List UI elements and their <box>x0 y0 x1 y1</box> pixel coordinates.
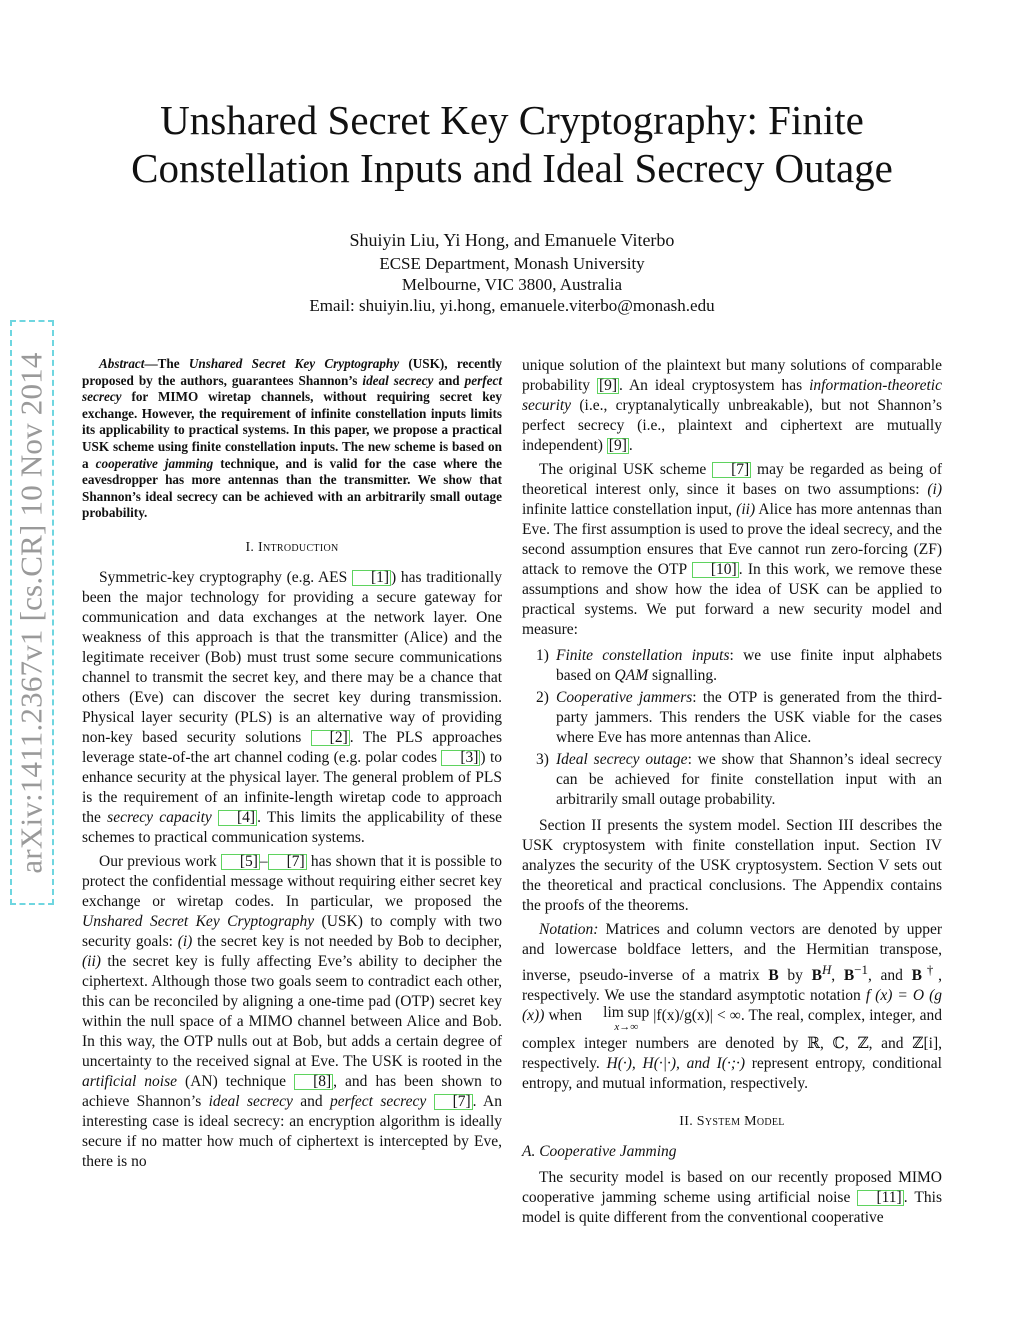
abstract-label: Abstract <box>99 356 145 371</box>
list-item: 3) Ideal secrecy outage: we show that Shannon’s ideal secrecy can be achieved for finite constellation input with an arbitrarily small outage probability. <box>522 750 942 810</box>
section-heading-system-model: II. System Model <box>679 1114 785 1130</box>
citation-link[interactable]: [3] <box>441 750 480 766</box>
citation-link[interactable]: [2] <box>311 730 350 746</box>
abstract-text: and <box>433 372 465 388</box>
citation-link[interactable]: [8] <box>294 1074 333 1090</box>
list-item: 1) Finite constellation inputs: we use finite input alphabets based on QAM signalling. <box>522 646 942 686</box>
list-number: 1) <box>536 647 549 664</box>
citation-link[interactable]: [9] <box>598 377 618 394</box>
right-paragraph-1: unique solution of the plaintext but many solutions of comparable probability [9] . An ideal cryptosystem has information-theoretic security (i.e., cryptanalytically unbreakable), but not Shannon’s perfect secrecy (i.e., plaintext and ciphertext are mutually independent) [9] . <box>522 357 942 454</box>
section-heading-introduction: I. Introduction <box>245 539 339 555</box>
citation-link[interactable]: [7] <box>434 1094 473 1110</box>
citation-link[interactable]: [7] <box>268 854 307 870</box>
list-number: 3) <box>536 751 549 768</box>
citation-link[interactable]: [1] <box>352 570 391 586</box>
citation-link[interactable]: [4] <box>218 810 257 826</box>
author-names: Shuiyin Liu, Yi Hong, and Emanuele Viterbo <box>349 230 675 250</box>
abstract-perfect: perfect secrecy <box>82 372 502 405</box>
right-paragraph-3: Section II presents the system model. Section III describes the USK cryptosystem with finite constellation input. Section IV analyzes the security of the USK cryptosystem. Section V sets out the theoretical and practical conclusions. The Appendix contains the proofs of the theorems. <box>522 817 942 914</box>
list-item: 2) Cooperative jammers: the OTP is generated from the third-party jammers. This renders the USK viable for the cases where Eve has more antennas than Alice. <box>522 688 942 748</box>
abstract-ideal: ideal secrecy <box>362 372 434 388</box>
notation-paragraph: Notation: Matrices and column vectors are denoted by upper and lowercase boldface letters, and the Hermitian transpose, inverse, pseudo-inverse of a matrix B by $B^H$, $B^{-1}$, and B†, respectively. We use the standard asymptotic notation f (x) = O (g (x)) when lim sup x→∞ |f(x)/g(x)| < ∞. The real, complex, integer, and complex integer numbers are denoted by ℝ, ℂ, ℤ, and ℤ[i], respectively. H(·), H(·|·), and I(·;·) represent entropy, conditional entropy, and mutual information, respectively. <box>522 921 943 1093</box>
citation-link[interactable]: [7] <box>712 462 751 478</box>
intro-paragraph-1: Symmetric-key cryptography (e.g. AES [1] ) has traditionally been the major technology for providing a secure gateway for communication and data exchanges at the network layer. One weakness of this approach is that the transmitter (Alice) and the legitimate receiver (Bob) must trust some secure communications channel to transmit the secret key, and there may be a chance that others (Eve) can discover the secret key during transmission. Physical layer security (PLS) is an alternative way of providing non-key based security solutions [2] . The PLS approaches leverage state-of-the art channel coding (e.g. polar codes [3] ) to enhance security at the physical layer. The general problem of PLS is the requirement of an infinite-length wiretap code to approach the secrecy capacity [4] . This limits the applicability of these schemes to practical communication systems. <box>82 568 503 846</box>
author-location: Melbourne, VIC 3800, Australia <box>401 275 623 294</box>
author-email: Email: shuiyin.liu, yi.hong, emanuele.viterbo@monash.edu <box>309 296 715 315</box>
citation-link[interactable]: [11] <box>857 1190 903 1206</box>
left-column <box>82 356 502 1176</box>
abstract-text: for MIMO wiretap channels, without requiring secret key exchange. However, the requirement of infinite constellation inputs limits its applicability to practical systems. In this paper, we propose a practical USK scheme using finite constellation inputs. The new scheme is based on a <box>82 389 502 471</box>
abstract-text: —The <box>144 356 189 371</box>
arxiv-id: arXiv:1411.2367v1 [cs.CR] 10 Nov 2014 <box>14 351 49 874</box>
contribution-list <box>522 646 942 810</box>
arxiv-stamp <box>10 320 54 905</box>
abstract-usk: Unshared Secret Key Cryptography <box>188 356 400 371</box>
intro-paragraph-2: Our previous work [5] – [7] has shown that it is possible to protect the confidential message without requiring either secret key exchange or wiretap codes. In particular, we proposed the Unshared Secret Key Cryptography (USK) to comply with two security goals: (i) the secret key is not needed by Bob to decipher, (ii) the secret key is fully affecting Eve’s ability to decipher the ciphertext. Although those two goals seem to contradict each other, this can be reconciled by aligning a one-time pad (OTP) secret key within the null space of a MIMO channel between Alice and Bob. In this way, the OTP nulls out at Bob, but adds a certain degree of uncertainty to the received signal at Eve. The USK is rooted in the artificial noise (AN) technique [8] , and has been shown to achieve Shannon’s ideal secrecy and perfect secrecy [7] . An interesting case is ideal secrecy: an encryption algorithm is ideally secure if no matter how much of ciphertext is intercepted by Eve, there is no <box>82 852 503 1170</box>
subsection-heading-cooperative-jamming: A. Cooperative Jamming <box>522 1143 677 1161</box>
abstract-coop: cooperative jamming <box>95 455 214 471</box>
citation-link[interactable]: [5] <box>221 854 260 870</box>
citation-link[interactable]: [9] <box>608 437 627 454</box>
abstract <box>82 356 502 522</box>
abstract-text: technique, and is valid for the case where the eavesdropper has more antennas than the transmitter. We show that Shannon’s ideal secrecy can be achieved with an arbitrarily small outage probability. <box>82 455 502 521</box>
paper-title: Unshared Secret Key Cryptography: Finite Constellation Inputs and Ideal Secrecy Outage <box>131 97 893 191</box>
author-block <box>82 230 942 316</box>
abstract-text: (USK), recently proposed by the authors, guarantees Shannon’s <box>82 356 502 388</box>
right-paragraph-2: The original USK scheme [7] may be regarded as being of theoretical interest only, since it bases on two assumptions: (i) infinite lattice constellation input, (ii) Alice has more antennas than Eve. The first assumption is used to prove the ideal secrecy, and the second assumption ensures that Eve cannot run zero-forcing (ZF) attack to remove the OTP [10] . In this work, we remove these assumptions and show how the idea of USK can be applied to practical systems. We put forward a new security model and measure: <box>522 461 943 638</box>
list-number: 2) <box>536 689 549 706</box>
right-paragraph-4: The security model is based on our recently proposed MIMO cooperative jamming scheme using artificial noise [11] . This model is quite different from the conventional cooperative <box>522 1169 942 1227</box>
author-department: ECSE Department, Monash University <box>379 254 645 273</box>
right-column <box>522 356 942 1232</box>
citation-link[interactable]: [10] <box>692 562 739 578</box>
